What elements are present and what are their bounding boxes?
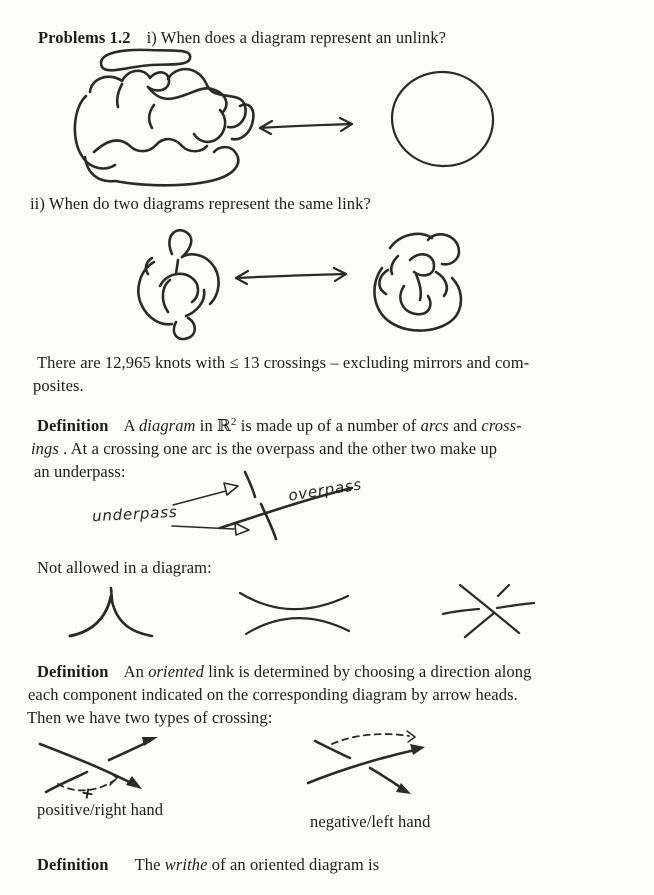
question-ii-text: ii) When do two diagrams represent the same link?: [30, 194, 371, 213]
not-allowed-text: Not allowed in a diagram:: [37, 558, 212, 577]
positive-crossing-label: [37, 798, 163, 821]
positive-crossing-drawing: [40, 737, 158, 803]
triple-point-drawing: [443, 585, 534, 637]
def-diagram-text: in: [195, 416, 218, 435]
link-diagram-right-drawing: [362, 226, 474, 338]
definition-oriented-line-1: [37, 660, 531, 683]
unknot-circle-drawing: [386, 68, 498, 174]
negative-crossing-drawing: [308, 731, 425, 794]
word-diagram: diagram: [138, 416, 196, 435]
definition-writhe-line: [37, 853, 379, 876]
definition-label: Definition: [37, 662, 109, 681]
def-diagram-text: and: [448, 416, 482, 435]
def-diagram-text: . At a crossing one arc is the overpass and the other two make up: [58, 439, 498, 458]
def-writhe-text: of an oriented diagram is: [207, 855, 380, 874]
equivalence-arrow-1: [250, 113, 362, 139]
underpass-text: underpass: [91, 502, 178, 526]
word-cross: cross-: [481, 416, 522, 435]
link-diagram-left-drawing: [124, 224, 236, 336]
definition-oriented-line-3: [27, 706, 272, 729]
not-allowed-heading: [37, 556, 212, 579]
word-oriented: oriented: [148, 662, 204, 681]
definition-oriented-line-2: [28, 683, 518, 706]
knot-count-line-1: [37, 351, 529, 374]
definition-diagram-line-2: [31, 437, 497, 460]
def-oriented-text: Then we have two types of crossing:: [27, 708, 273, 727]
r-squared-symbol: ℝ: [217, 416, 231, 435]
definition-diagram-line-3: [34, 460, 126, 483]
positive-label-text: positive/right hand: [37, 800, 164, 819]
knot-count-text-1: There are 12,965 knots with ≤ 13 crossings – excluding mirrors and com-: [37, 353, 530, 372]
overpass-text: overpass: [287, 475, 364, 505]
def-oriented-text: each component indicated on the corresponding diagram by arrow heads.: [28, 685, 518, 704]
tangency-drawing: [240, 593, 349, 634]
definition-diagram-line-1: [37, 414, 522, 437]
unlink-knot-drawing: [70, 46, 255, 193]
problems-label: Problems 1.2: [38, 28, 131, 47]
knot-count-line-2: [33, 374, 84, 397]
definition-label: Definition: [37, 855, 109, 874]
r-exponent: 2: [230, 416, 237, 428]
knot-count-text-2: posites.: [33, 376, 84, 395]
def-diagram-text: an underpass:: [34, 462, 126, 481]
cusp-drawing: [70, 588, 152, 636]
definition-label: Definition: [37, 416, 109, 435]
def-writhe-text: The: [134, 855, 165, 874]
question-i-text: i) When does a diagram represent an unlink?: [146, 28, 447, 47]
word-ings: ings: [31, 439, 59, 458]
def-oriented-text: link is determined by choosing a direction along: [203, 662, 532, 681]
forbidden-configurations-drawing: [60, 580, 620, 652]
negative-label-text: negative/left hand: [310, 812, 431, 831]
word-writhe: writhe: [164, 855, 208, 874]
def-oriented-text: An: [123, 662, 149, 681]
crossing-types-drawing: [25, 728, 445, 803]
def-diagram-text: is made up of a number of: [236, 416, 421, 435]
equivalence-arrow-2: [230, 264, 354, 288]
word-arcs: arcs: [420, 416, 449, 435]
plus-sign: +: [79, 782, 96, 804]
question-ii-line: [30, 192, 371, 215]
negative-crossing-label: [310, 810, 430, 833]
def-diagram-text: A: [123, 416, 139, 435]
